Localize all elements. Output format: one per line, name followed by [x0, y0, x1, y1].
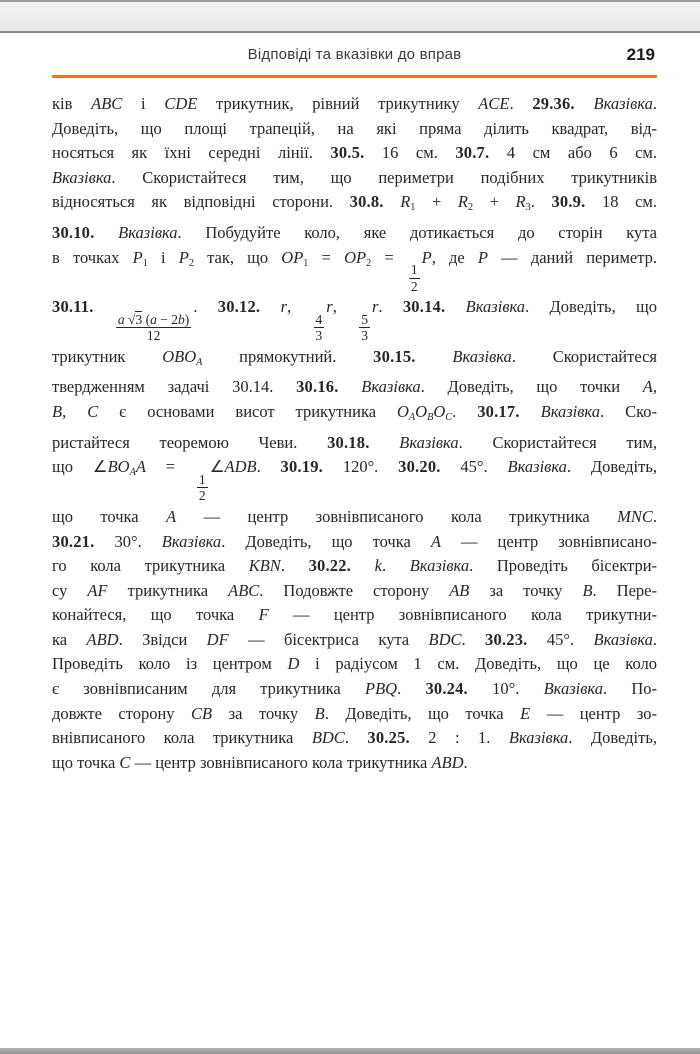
fraction: $\frac{1}{2}$ [198, 471, 206, 504]
text-line: внівписаного кола трикутника BDC. 30.25. 2 : 1. Вказівка. Доведіть, [52, 728, 657, 748]
text-line: Доведіть, що площі трапецій, на які пряма ділить квадрат, від- [52, 118, 657, 138]
text-line: ка ABD. Звідси DF — бісектриса кута BDC. 30.23. 45°. Вказівка. [52, 629, 657, 649]
text-line: твердженням задачі 30.14. 30.16. Вказівка. Доведіть, що точки A, [52, 377, 658, 397]
fraction: $\frac{a √3 (a - 2b)}{12}$ [117, 311, 190, 344]
text-line: що точка C — центр зовнівписаного кола трикутника ABD. [52, 752, 468, 772]
text-line: су AF трикутника ABC. Подовжте сторону AB за точку B. Пере- [52, 580, 658, 600]
answers-text [52, 92, 657, 775]
text-line: конайтеся, що точка F — центр зовнівписаного кола трикутни- [52, 605, 657, 625]
fraction: $\frac{5}{3}$ [361, 311, 368, 344]
top-toolbar-strip [0, 0, 700, 33]
page-header [52, 46, 657, 70]
text-line: ристайтеся теоремою Чеви. 30.18. Вказівка. Скористайтеся тим, [52, 432, 658, 452]
text-line: B, C є основами висот трикутника $O_AO_BO_C$. 30.17. Вказівка. Ско- [52, 402, 658, 424]
text-line: носяться як їхні середні лінії. 30.5. 16 см. 30.7. 4 см або 6 см. [52, 143, 657, 163]
text-line: довжте сторону CB за точку B. Доведіть, що точка E — центр зо- [52, 703, 657, 723]
text-line: 30.10. Вказівка. Побудуйте коло, яке дотикається до сторін кута [52, 223, 657, 243]
fraction: $\frac{1}{2}$ [410, 262, 418, 294]
text-line: відносяться як відповідні сторони. 30.8. $R_1 + R_2 + R_3$. 30.9. 18 см. [52, 192, 657, 214]
text-line: трикутник $OBO_A$ прямокутний. 30.15. Вказівка. Скористайтеся [52, 346, 657, 368]
text-line: го кола трикутника KBN. 30.22. k. Вказівка. Проведіть бісектри- [52, 556, 658, 576]
text-line: є зовнівписаним для трикутника PBQ. 30.24. 10°. Вказівка. По- [52, 679, 657, 699]
running-title: Відповіді та вказівки до вправ [247, 46, 462, 63]
text-line: Вказівка. Скористайтеся тим, що периметри подібних трикутників [52, 167, 657, 187]
text-line: ків ABC і CDE трикутник, рівний трикутнику ACE. 29.36. Вказівка. [52, 94, 657, 113]
bottom-toolbar-strip [0, 1048, 700, 1054]
text-line: 30.21. 30°. Вказівка. Доведіть, що точка A — центр зовнівписано- [52, 531, 657, 551]
text-line: що $\angle BO_AA$ = $\frac{1}{2}$ ∠ADB. 30.19. 120°. 30.20. 45°. Вказівка. Доведіть, [52, 457, 657, 504]
text-line: що точка A — центр зовнівписаного кола трикутника MNC. [52, 506, 657, 526]
text-line: в точках $P_1$ і $P_2$ так, що $OP_1 = OP_2$ = $\frac{1}{2}$ P, де P — даний периметр. [52, 247, 657, 294]
fraction: $\frac{4}{3}$ [315, 311, 323, 344]
text-line: 30.11. $\frac{a √3 (a - 2b)}{12}$ . 30.12. r, $\frac{4}{3}$ r, $\frac{5}{3}$ r. 30.14. Вказівка. Доведіть, що [52, 297, 658, 344]
header-rule [52, 75, 657, 78]
text-line: Проведіть коло із центром D і радіусом 1 см. Доведіть, що це коло [52, 654, 657, 674]
page-number: 219 [626, 45, 655, 64]
